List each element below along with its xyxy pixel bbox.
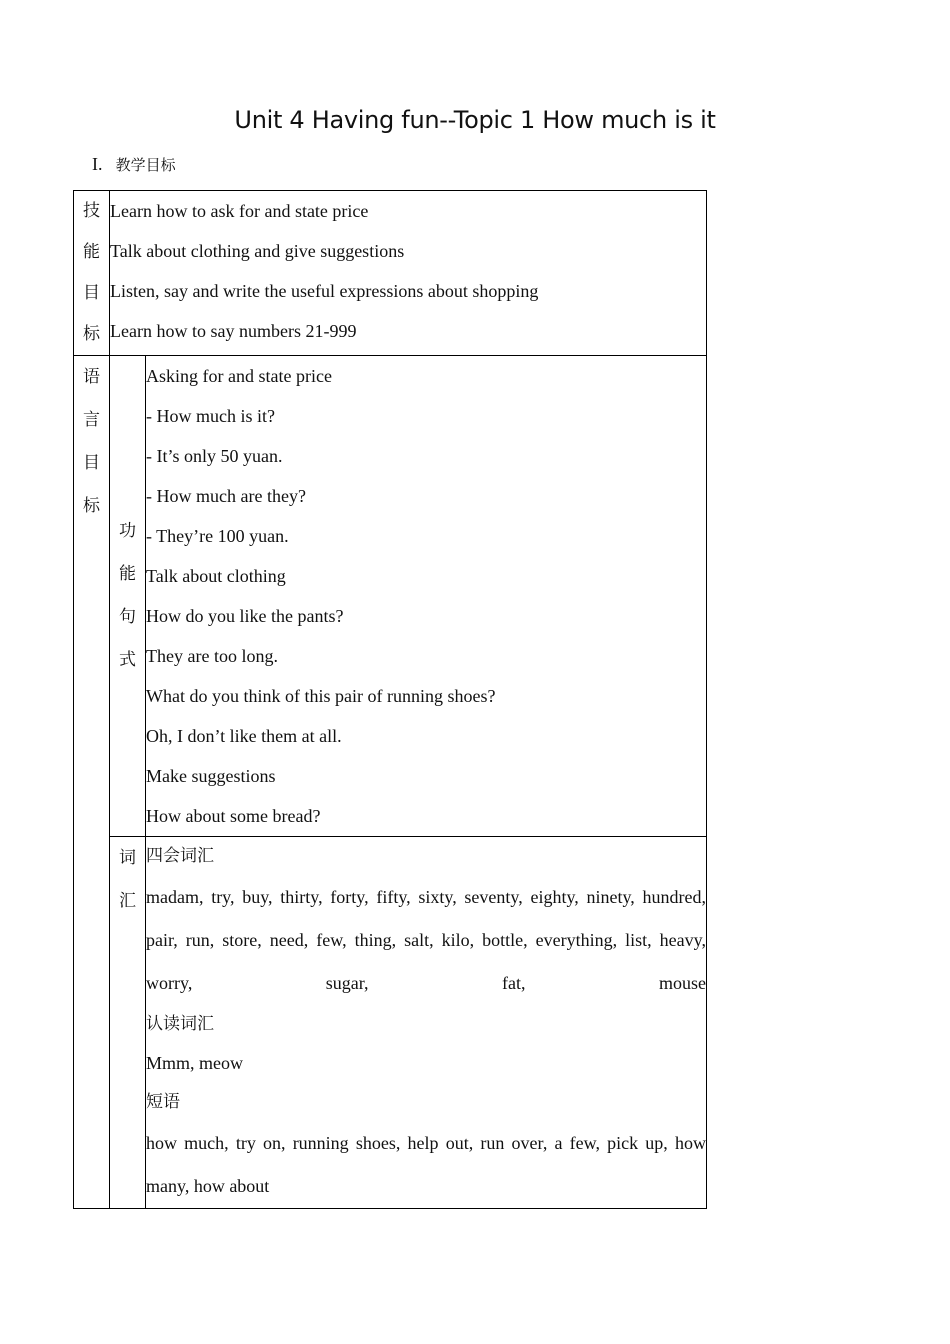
page-title: Unit 4 Having fun--Topic 1 How much is it bbox=[234, 106, 716, 134]
functions-label-char: 能 bbox=[119, 564, 136, 584]
function-line: They are too long. bbox=[146, 646, 278, 666]
function-line: Oh, I don’t like them at all. bbox=[146, 726, 342, 746]
skills-content bbox=[110, 191, 707, 356]
skills-label-cell bbox=[74, 191, 110, 356]
function-line: Asking for and state price bbox=[146, 366, 332, 386]
skill-item: Talk about clothing and give suggestions bbox=[110, 241, 405, 261]
functions-label-char: 式 bbox=[119, 650, 136, 670]
language-label-cell bbox=[74, 356, 110, 1209]
section-heading bbox=[92, 154, 176, 175]
vocabulary-row bbox=[74, 837, 707, 1209]
functions-content bbox=[146, 356, 707, 837]
skills-row bbox=[74, 191, 707, 356]
function-line: How about some bread? bbox=[146, 806, 321, 826]
vocabulary-content bbox=[146, 837, 707, 1209]
functions-label-cell bbox=[110, 356, 146, 837]
section-number: I. bbox=[92, 154, 103, 174]
vocabulary-label-cell bbox=[110, 837, 146, 1209]
function-line: What do you think of this pair of running shoes? bbox=[146, 686, 496, 706]
function-line: Make suggestions bbox=[146, 766, 276, 786]
function-line: - It’s only 50 yuan. bbox=[146, 446, 283, 466]
vocabulary-label-char: 汇 bbox=[119, 891, 136, 911]
vocabulary-label-char: 词 bbox=[119, 848, 136, 868]
recognition-words: Mmm, meow bbox=[146, 1053, 243, 1073]
phrases-heading: 短语 bbox=[146, 1092, 180, 1112]
functions-label-char: 功 bbox=[119, 521, 136, 541]
language-label-char: 目 bbox=[83, 453, 100, 473]
skills-label-char: 技 bbox=[83, 201, 100, 221]
functions-label-char: 句 bbox=[119, 607, 136, 627]
function-line: - They’re 100 yuan. bbox=[146, 526, 289, 546]
function-line: Talk about clothing bbox=[146, 566, 286, 586]
function-line: - How much is it? bbox=[146, 406, 275, 426]
function-line: How do you like the pants? bbox=[146, 606, 344, 626]
skill-item: Listen, say and write the useful expressions about shopping bbox=[110, 281, 539, 301]
phrases: how much, try on, running shoes, help out, run over, a few, pick up, how many, how about bbox=[146, 1133, 706, 1196]
core-words-heading: 四会词汇 bbox=[146, 846, 214, 866]
function-line: - How much are they? bbox=[146, 486, 306, 506]
language-label-char: 言 bbox=[83, 410, 100, 430]
skills-label-char: 能 bbox=[83, 242, 100, 262]
section-label: 教学目标 bbox=[115, 156, 176, 174]
skills-label-char: 目 bbox=[83, 283, 100, 303]
language-label-char: 标 bbox=[83, 496, 100, 516]
recognition-words-heading: 认读词汇 bbox=[146, 1014, 214, 1034]
core-words: madam, try, buy, thirty, forty, fifty, sixty, seventy, eighty, ninety, hundred, pair, run, store, need, few, thing, salt, kilo, bottle, everything, list, heavy, worry, sugar, fat, mouse bbox=[146, 887, 706, 993]
language-label-char: 语 bbox=[83, 367, 100, 387]
skill-item: Learn how to say numbers 21-999 bbox=[110, 321, 357, 341]
functions-row bbox=[74, 356, 707, 837]
skill-item: Learn how to ask for and state price bbox=[110, 201, 369, 221]
objectives-table bbox=[73, 190, 707, 1209]
skills-label-char: 标 bbox=[83, 324, 100, 344]
